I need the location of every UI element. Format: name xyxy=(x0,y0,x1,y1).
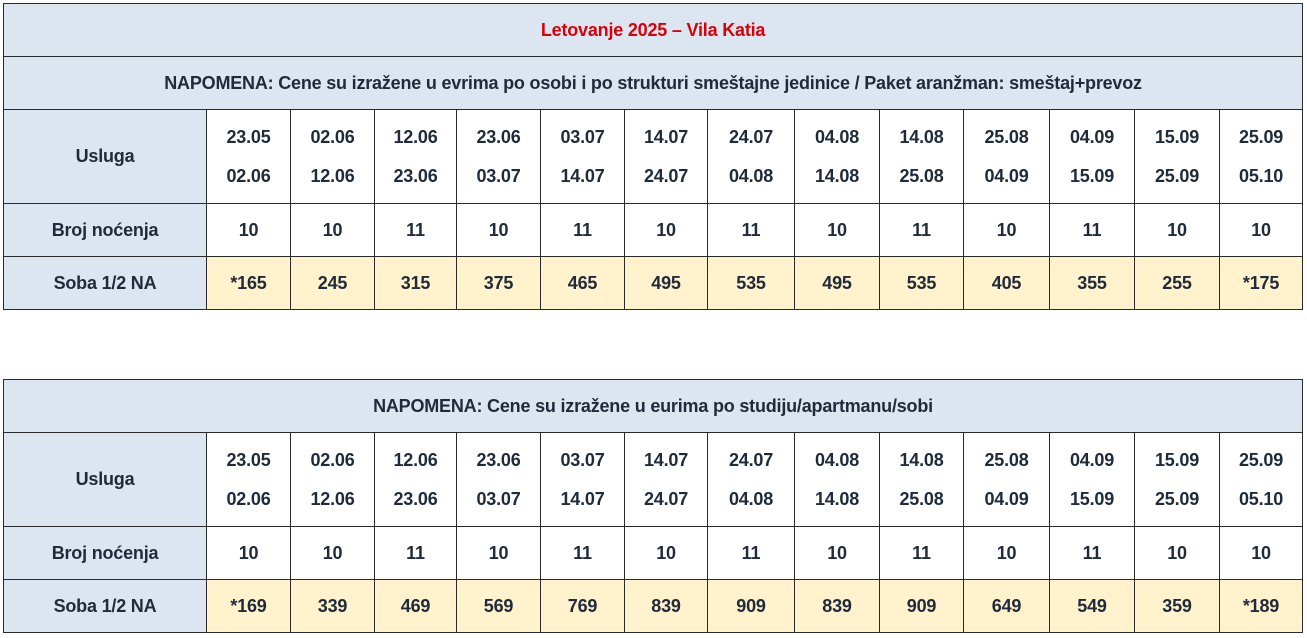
period-dates-cell xyxy=(541,110,625,204)
nights-value: 11 xyxy=(708,204,795,257)
nights-value: 10 xyxy=(625,527,708,580)
period-from: 15.09 xyxy=(1154,126,1200,147)
period-dates-cell xyxy=(880,110,964,204)
nights-value: 11 xyxy=(1050,204,1135,257)
period-to: 24.07 xyxy=(643,165,689,186)
price-note: NAPOMENA: Cene su izražene u eurima po studiju/apartmanu/sobi xyxy=(4,380,1303,433)
price-value: 769 xyxy=(541,580,625,633)
price-value: 839 xyxy=(795,580,880,633)
period-from: 23.05 xyxy=(226,449,271,470)
price-value: 339 xyxy=(291,580,375,633)
nights-value: 11 xyxy=(880,527,964,580)
period-dates-cell xyxy=(375,110,457,204)
price-table-per-unit xyxy=(3,379,1303,633)
period-dates-cell xyxy=(1220,433,1303,527)
period-from: 14.08 xyxy=(899,449,944,470)
period-to: 25.09 xyxy=(1154,488,1200,509)
nights-value: 10 xyxy=(964,204,1050,257)
period-to: 15.09 xyxy=(1069,488,1115,509)
period-from: 14.07 xyxy=(643,126,689,147)
nights-value: 10 xyxy=(207,527,291,580)
period-dates-cell xyxy=(457,110,541,204)
period-to: 04.09 xyxy=(984,165,1029,186)
period-from: 04.08 xyxy=(814,126,860,147)
period-dates-cell xyxy=(795,433,880,527)
nights-value: 11 xyxy=(880,204,964,257)
nights-value: 10 xyxy=(207,204,291,257)
period-dates-cell xyxy=(795,110,880,204)
price-value: *169 xyxy=(207,580,291,633)
period-to: 14.07 xyxy=(560,165,605,186)
nights-value: 10 xyxy=(1135,204,1220,257)
period-from: 23.05 xyxy=(226,126,271,147)
price-note: NAPOMENA: Cene su izražene u evrima po osobi i po strukturi smeštajne jedinice / Paket aranžman: smeštaj+prevoz xyxy=(4,57,1303,110)
period-from: 25.09 xyxy=(1238,449,1284,470)
period-to: 04.09 xyxy=(984,488,1029,509)
period-from: 02.06 xyxy=(310,126,355,147)
nights-row xyxy=(4,527,1303,580)
service-label: Usluga xyxy=(4,110,207,204)
period-to: 25.08 xyxy=(899,488,944,509)
price-value: 315 xyxy=(375,257,457,310)
price-value: 355 xyxy=(1050,257,1135,310)
nights-value: 11 xyxy=(1050,527,1135,580)
price-value: 375 xyxy=(457,257,541,310)
period-to: 25.09 xyxy=(1154,165,1200,186)
period-from: 04.08 xyxy=(814,449,860,470)
period-to: 25.08 xyxy=(899,165,944,186)
price-value: 569 xyxy=(457,580,541,633)
period-to: 05.10 xyxy=(1239,165,1284,186)
nights-value: 10 xyxy=(291,527,375,580)
period-from: 04.09 xyxy=(1069,126,1115,147)
nights-value: 10 xyxy=(1220,204,1303,257)
period-from: 12.06 xyxy=(393,126,438,147)
nights-label: Broj noćenja xyxy=(4,204,207,257)
period-from: 24.07 xyxy=(728,126,774,147)
period-to: 23.06 xyxy=(393,488,438,509)
nights-value: 10 xyxy=(625,204,708,257)
nights-value: 10 xyxy=(1135,527,1220,580)
table-title: Letovanje 2025 – Vila Katia xyxy=(4,4,1303,57)
period-to: 02.06 xyxy=(226,165,271,186)
price-value: *165 xyxy=(207,257,291,310)
period-to: 05.10 xyxy=(1238,488,1284,509)
price-value: 495 xyxy=(795,257,880,310)
period-from: 15.09 xyxy=(1154,449,1200,470)
period-from: 03.07 xyxy=(560,449,605,470)
period-dates-cell xyxy=(207,433,291,527)
period-dates-cell xyxy=(1050,110,1135,204)
period-from: 24.07 xyxy=(728,449,774,470)
price-value: 909 xyxy=(880,580,964,633)
price-value: 255 xyxy=(1135,257,1220,310)
price-table-per-person xyxy=(3,3,1303,310)
price-value: 549 xyxy=(1050,580,1135,633)
price-value: 245 xyxy=(291,257,375,310)
nights-value: 10 xyxy=(795,527,880,580)
period-dates-cell xyxy=(708,110,795,204)
period-to: 02.06 xyxy=(226,488,271,509)
price-value: 495 xyxy=(625,257,708,310)
period-to: 14.07 xyxy=(560,488,605,509)
period-dates-cell xyxy=(1220,110,1303,204)
period-from: 04.09 xyxy=(1069,449,1115,470)
nights-value: 10 xyxy=(795,204,880,257)
nights-value: 11 xyxy=(708,527,795,580)
price-value: 839 xyxy=(625,580,708,633)
title-row xyxy=(4,4,1303,57)
period-to: 03.07 xyxy=(476,165,521,186)
period-from: 23.06 xyxy=(476,449,521,470)
period-to: 12.06 xyxy=(310,165,355,186)
room-label: Soba 1/2 NA xyxy=(4,580,207,633)
service-label: Usluga xyxy=(4,433,207,527)
price-row xyxy=(4,257,1303,310)
price-value: 649 xyxy=(964,580,1050,633)
nights-value: 10 xyxy=(291,204,375,257)
period-dates-cell xyxy=(964,110,1050,204)
period-dates-cell xyxy=(625,433,708,527)
room-label: Soba 1/2 NA xyxy=(4,257,207,310)
price-value: *175 xyxy=(1220,257,1303,310)
period-dates-cell xyxy=(1050,433,1135,527)
period-dates-cell xyxy=(1135,433,1220,527)
nights-value: 11 xyxy=(375,204,457,257)
period-from: 14.07 xyxy=(643,449,689,470)
period-dates-cell xyxy=(457,433,541,527)
period-to: 04.08 xyxy=(728,165,774,186)
price-row xyxy=(4,580,1303,633)
period-to: 23.06 xyxy=(393,165,438,186)
dates-row xyxy=(4,433,1303,527)
price-value: 535 xyxy=(708,257,795,310)
period-from: 03.07 xyxy=(560,126,605,147)
nights-value: 10 xyxy=(964,527,1050,580)
period-to: 04.08 xyxy=(728,488,774,509)
period-dates-cell xyxy=(1135,110,1220,204)
period-dates-cell xyxy=(625,110,708,204)
nights-value: 11 xyxy=(541,204,625,257)
period-dates-cell xyxy=(708,433,795,527)
period-to: 03.07 xyxy=(476,488,521,509)
nights-row xyxy=(4,204,1303,257)
price-value: 469 xyxy=(375,580,457,633)
nights-value: 10 xyxy=(457,527,541,580)
nights-value: 10 xyxy=(457,204,541,257)
nights-value: 10 xyxy=(1220,527,1303,580)
price-value: 405 xyxy=(964,257,1050,310)
price-value: *189 xyxy=(1220,580,1303,633)
period-to: 12.06 xyxy=(310,488,355,509)
period-dates-cell xyxy=(964,433,1050,527)
period-dates-cell xyxy=(291,110,375,204)
note-row xyxy=(4,57,1303,110)
period-dates-cell xyxy=(291,433,375,527)
price-value: 909 xyxy=(708,580,795,633)
period-from: 12.06 xyxy=(393,449,438,470)
period-to: 24.07 xyxy=(643,488,689,509)
period-from: 25.09 xyxy=(1239,126,1284,147)
period-dates-cell xyxy=(541,433,625,527)
period-to: 14.08 xyxy=(814,488,860,509)
period-from: 25.08 xyxy=(984,449,1029,470)
price-value: 465 xyxy=(541,257,625,310)
period-dates-cell xyxy=(880,433,964,527)
price-value: 535 xyxy=(880,257,964,310)
period-to: 15.09 xyxy=(1069,165,1115,186)
period-from: 23.06 xyxy=(476,126,521,147)
period-from: 14.08 xyxy=(899,126,944,147)
nights-value: 11 xyxy=(375,527,457,580)
note-row xyxy=(4,380,1303,433)
period-to: 14.08 xyxy=(814,165,860,186)
nights-value: 11 xyxy=(541,527,625,580)
period-dates-cell xyxy=(375,433,457,527)
period-from: 02.06 xyxy=(310,449,355,470)
period-from: 25.08 xyxy=(984,126,1029,147)
dates-row xyxy=(4,110,1303,204)
period-dates-cell xyxy=(207,110,291,204)
nights-label: Broj noćenja xyxy=(4,527,207,580)
price-value: 359 xyxy=(1135,580,1220,633)
